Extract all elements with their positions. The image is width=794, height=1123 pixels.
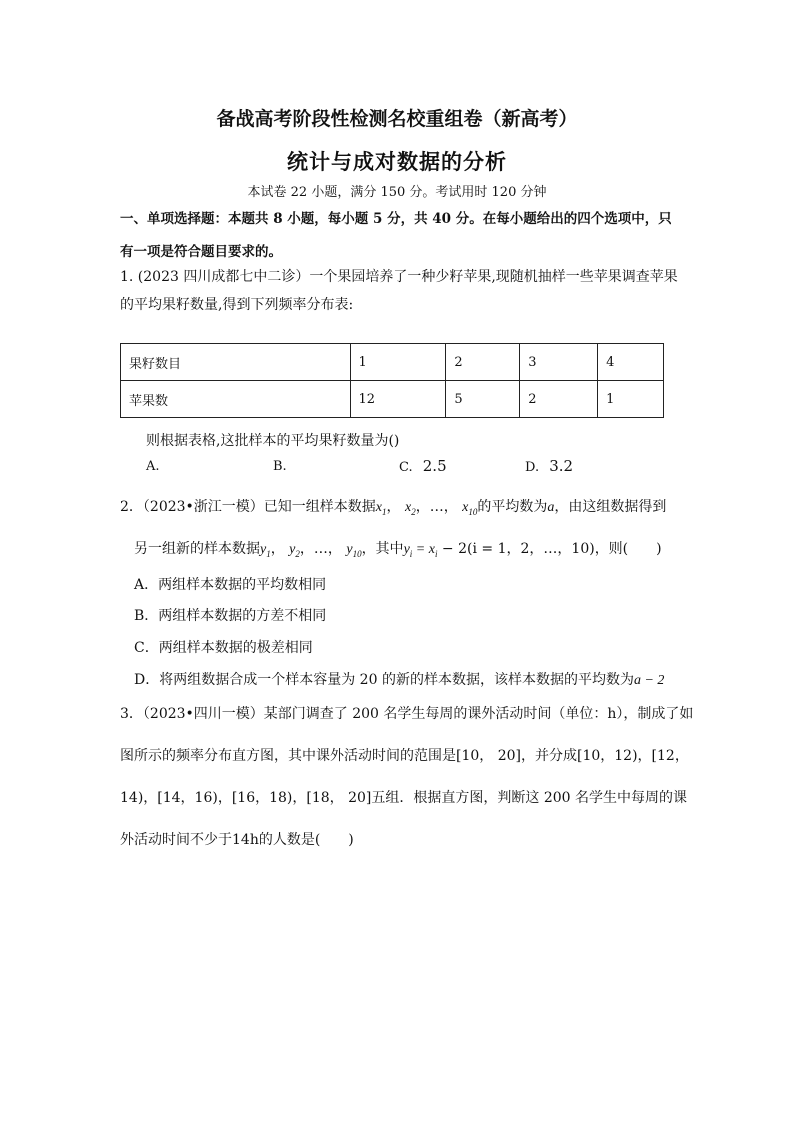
option-letter: C. (399, 460, 413, 475)
q1-option-d[interactable] (525, 457, 573, 475)
table-cell: 4 (598, 344, 664, 381)
table-cell: 2 (520, 381, 598, 418)
table-cell: 果籽数目 (121, 344, 351, 381)
section-instructions-line1: 一、单项选择题：本题共 8 小题，每小题 5 分，共 40 分。在每小题给出的四个选项中，只 (120, 211, 672, 227)
q1-stem-line1: 1. (2023 四川成都七中二诊）一个果园培养了一种少籽苹果,现随机抽样一些苹果调查苹果 (120, 269, 678, 285)
table-cell: 3 (520, 344, 598, 381)
exam-subtitle: 统计与成对数据的分析 (287, 149, 507, 174)
q2-option-b[interactable]: B．两组样本数据的方差不相同 (134, 608, 327, 624)
q1-stem-line2: 的平均果籽数量,得到下列频率分布表: (120, 297, 354, 313)
q1-option-a[interactable]: A. (146, 459, 160, 474)
q2-option-c[interactable]: C．两组样本数据的极差相同 (134, 640, 313, 656)
exam-title: 备战高考阶段性检测名校重组卷（新高考） (216, 108, 578, 130)
q2-option-d[interactable]: D．将两组数据合成一个样本容量为 20 的新的样本数据，该样本数据的平均数为a − 2 (134, 672, 665, 688)
q3-stem-line3: 14)，[14，16)，[16，18)，[18， 20]五组．根据直方图，判断这 200 名学生中每周的课 (120, 790, 688, 806)
q3-stem-line4: 外活动时间不少于14h的人数是( ) (120, 832, 354, 848)
table-cell: 1 (350, 344, 446, 381)
exam-info: 本试卷 22 小题，满分 150 分。考试用时 120 分钟 (247, 185, 547, 200)
q3-stem-line2: 图所示的频率分布直方图，其中课外活动时间的范围是[10， 20]，并分成[10，12)，[12， (120, 748, 689, 764)
q1-option-b[interactable]: B. (273, 459, 287, 474)
table-cell: 1 (598, 381, 664, 418)
option-value: 3.2 (549, 457, 574, 475)
section-instructions-line2: 有一项是符合题目要求的。 (120, 244, 282, 260)
q2-stem-line1: 2．（2023•浙江一模）已知一组样本数据$x_1$， $x_2$，…， $x_{10}$的平均数为a，由这组数据得到 (120, 499, 667, 517)
table-cell: 5 (446, 381, 520, 418)
table-cell: 苹果数 (121, 381, 351, 418)
q2-stem-line2: 另一组新的样本数据$y_1$， $y_2$，…， $y_{10}$，其中$y_i = x_i - 2(i = 1$，2，…，10)，则( ) (134, 541, 662, 559)
table-cell: 2 (446, 344, 520, 381)
option-value: 2.5 (422, 457, 447, 475)
table-row (121, 344, 664, 381)
option-letter: D. (525, 460, 540, 475)
seed-frequency-table (120, 343, 664, 418)
q2-option-a[interactable]: A．两组样本数据的平均数相同 (134, 577, 327, 593)
q3-stem-line1: 3．（2023•四川一模）某部门调查了 200 名学生每周的课外活动时间（单位：h），制成了如 (120, 706, 694, 722)
q1-question: 则根据表格,这批样本的平均果籽数量为() (146, 433, 400, 449)
q1-option-c[interactable] (399, 457, 447, 475)
table-row (121, 381, 664, 418)
table-cell: 12 (350, 381, 446, 418)
